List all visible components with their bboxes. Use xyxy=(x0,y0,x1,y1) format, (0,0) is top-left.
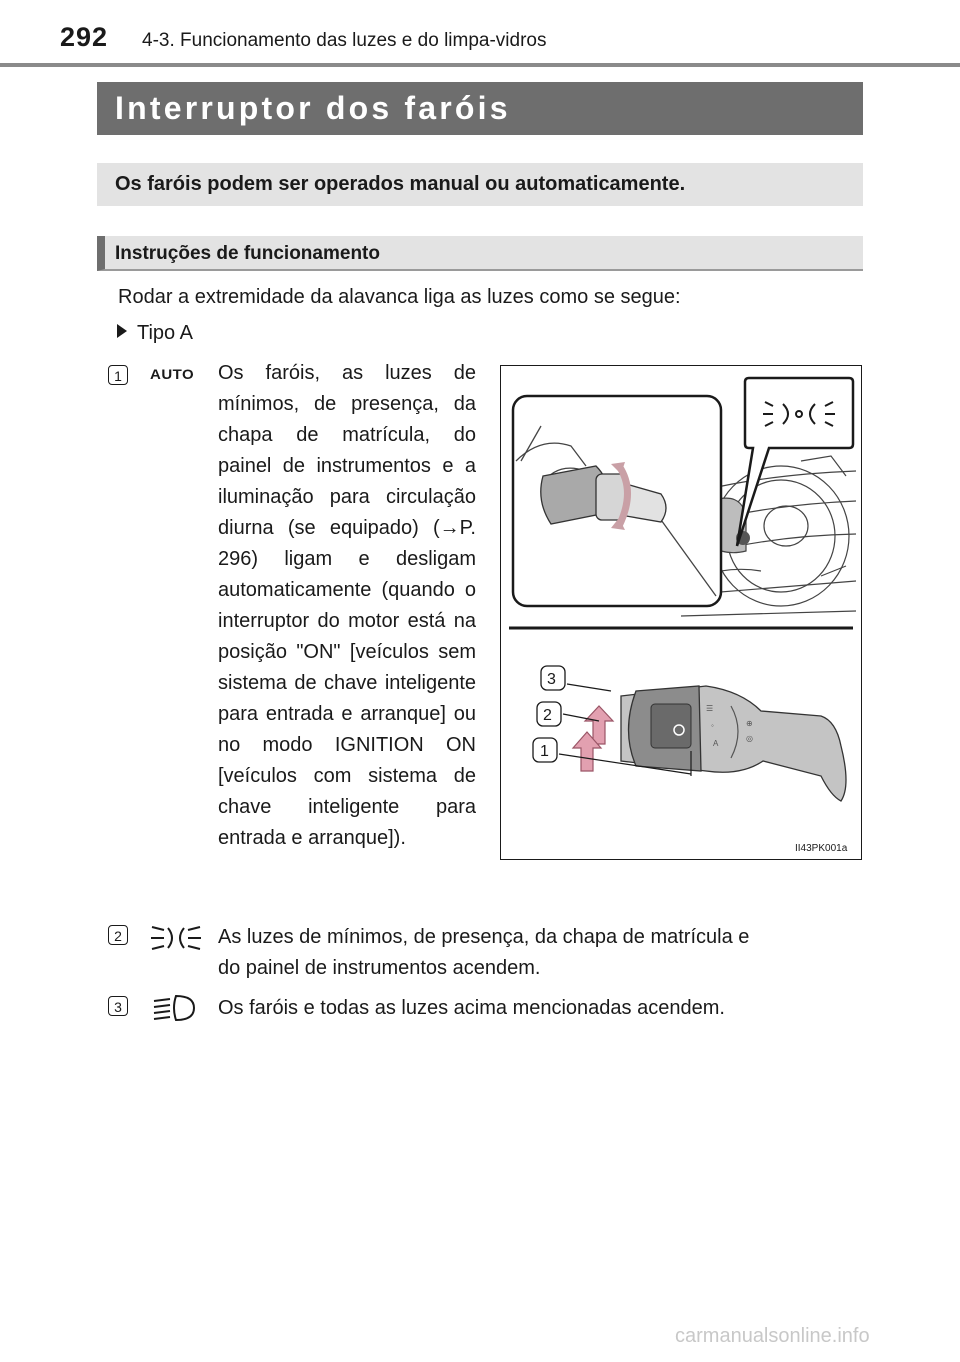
item-3-description: Os faróis e todas as luzes acima mencionadas acendem. xyxy=(218,997,725,1019)
page-header xyxy=(0,0,960,70)
item-2-description-line-2: do painel de instrumentos acendem. xyxy=(218,957,541,979)
callout-2: 2 xyxy=(543,707,552,724)
headlight-switch-illustration xyxy=(500,365,862,860)
item-number-badge: 2 xyxy=(108,925,128,945)
chapter-title: 4-3. Funcionamento das luzes e do limpa-vidros xyxy=(142,30,547,51)
item-2-description-line-1: As luzes de mínimos, de presença, da chapa de matrícula e xyxy=(218,926,750,948)
svg-text:◎: ◎ xyxy=(746,734,753,743)
svg-text:A: A xyxy=(713,739,719,748)
type-heading xyxy=(117,322,193,345)
item-1-description: Os faróis, as luzes de mínimos, de presença, da chapa de matrícula, do painel de instrumentos e a iluminação para circulação diurna (se equipado) (→P. 296) ligam e desligam automaticamente (quando o interruptor do motor está na posição "ON" [veículos sem sistema de chave inteligente para entrada e arranque] ou no modo IGNITION ON [veículos com sistema de chave inteligente para entrada e arranque]). xyxy=(218,362,476,849)
watermark: carmanualsonline.info xyxy=(675,1325,870,1347)
item-number-badge: 1 xyxy=(108,365,128,385)
illustration-svg xyxy=(501,366,861,859)
triangle-bullet-icon xyxy=(117,324,127,338)
svg-text:◦: ◦ xyxy=(711,721,714,730)
callout-3: 3 xyxy=(547,671,556,688)
page-number: 292 xyxy=(60,22,109,52)
figure-caption: II43PK001a xyxy=(795,843,848,854)
parking-lights-icon xyxy=(148,924,204,957)
headlight-icon xyxy=(150,993,202,1028)
item-number-badge: 3 xyxy=(108,996,128,1016)
header-divider xyxy=(0,63,960,67)
svg-text:⊕: ⊕ xyxy=(746,719,753,728)
page-title: Interruptor dos faróis xyxy=(115,90,511,126)
svg-text:☰: ☰ xyxy=(706,704,714,713)
callout-1: 1 xyxy=(540,743,549,760)
section-heading: Instruções de funcionamento xyxy=(115,243,380,264)
page-title-bar xyxy=(97,82,863,135)
auto-icon: AUTO xyxy=(150,366,195,383)
section-heading-bar xyxy=(97,236,863,271)
summary-box xyxy=(97,163,863,206)
summary-text: Os faróis podem ser operados manual ou automaticamente. xyxy=(115,173,686,195)
intro-text: Rodar a extremidade da alavanca liga as luzes como se segue: xyxy=(118,286,681,308)
type-label: Tipo A xyxy=(137,322,193,344)
